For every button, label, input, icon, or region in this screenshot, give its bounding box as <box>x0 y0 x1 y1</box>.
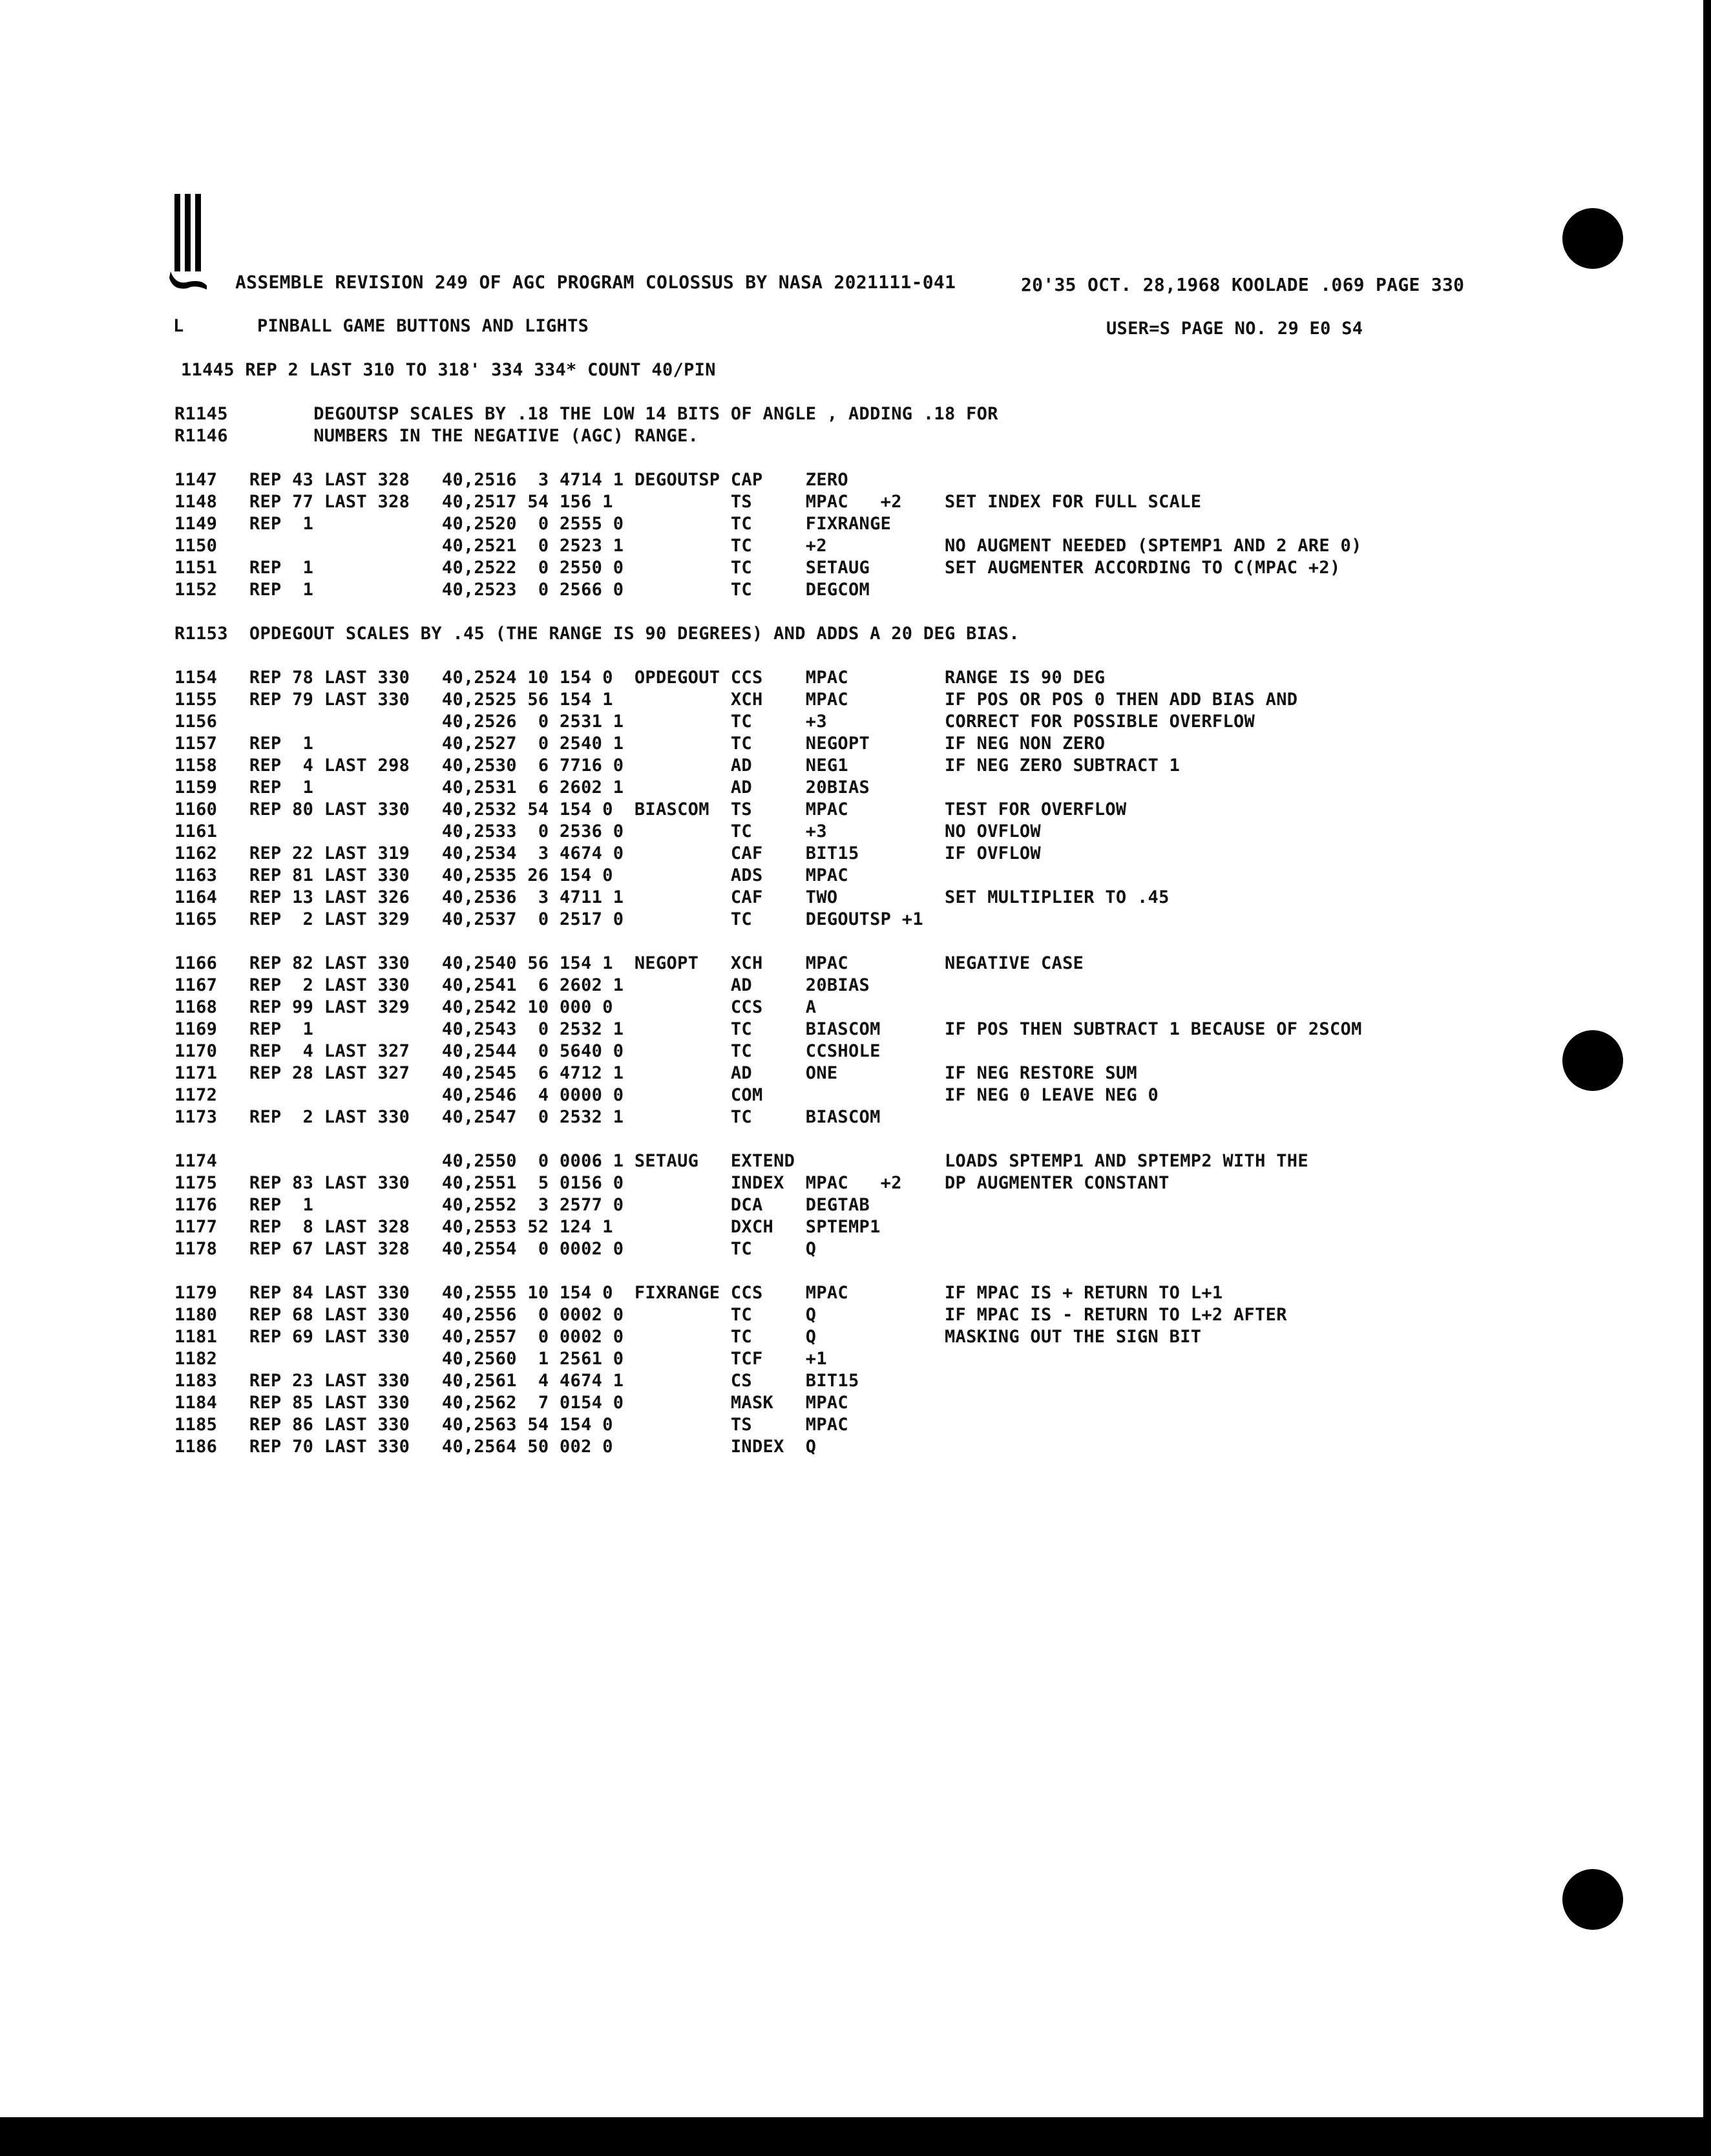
listing-line: 1156 40,2526 0 2531 1 TC +3 CORRECT FOR POSSIBLE OVERFLOW <box>174 712 1255 732</box>
listing-line: 1185 REP 86 LAST 330 40,2563 54 154 0 TS MPAC <box>174 1415 848 1435</box>
scan-border-right <box>1703 0 1711 2156</box>
scan-border-bottom <box>0 2117 1711 2156</box>
listing-line: 1148 REP 77 LAST 328 40,2517 54 156 1 TS MPAC +2 SET INDEX FOR FULL SCALE <box>174 492 1202 512</box>
listing-line: 1152 REP 1 40,2523 0 2566 0 TC DEGCOM <box>174 580 870 600</box>
punch-hole-middle <box>1562 1030 1623 1091</box>
listing-line: R1146 NUMBERS IN THE NEGATIVE (AGC) RANGE. <box>174 426 699 446</box>
listing-line: R1153 OPDEGOUT SCALES BY .45 (THE RANGE IS 90 DEGREES) AND ADDS A 20 DEG BIAS. <box>174 624 1020 644</box>
listing-line: 1160 REP 80 LAST 330 40,2532 54 154 0 BIASCOM TS MPAC TEST FOR OVERFLOW <box>174 799 1127 819</box>
listing-line: 1176 REP 1 40,2552 3 2577 0 DCA DEGTAB <box>174 1195 870 1215</box>
listing-line: 1149 REP 1 40,2520 0 2555 0 TC FIXRANGE <box>174 514 892 534</box>
listing-line: 1170 REP 4 LAST 327 40,2544 0 5640 0 TC CCSHOLE <box>174 1041 881 1061</box>
punch-hole-bottom <box>1562 1869 1623 1930</box>
listing-line: R1145 DEGOUTSP SCALES BY .18 THE LOW 14 BITS OF ANGLE , ADDING .18 FOR <box>174 404 998 424</box>
listing-line: 1163 REP 81 LAST 330 40,2535 26 154 0 ADS MPAC <box>174 865 848 885</box>
listing-line: 1166 REP 82 LAST 330 40,2540 56 154 1 NEGOPT XCH MPAC NEGATIVE CASE <box>174 953 1084 973</box>
listing-line: 1162 REP 22 LAST 319 40,2534 3 4674 0 CAF BIT15 IF OVFLOW <box>174 843 1041 863</box>
listing-line: 1158 REP 4 LAST 298 40,2530 6 7716 0 AD NEG1 IF NEG ZERO SUBTRACT 1 <box>174 756 1181 776</box>
listing-line: 1165 REP 2 LAST 329 40,2537 0 2517 0 TC DEGOUTSP +1 <box>174 909 923 929</box>
listing-line: 1171 REP 28 LAST 327 40,2545 6 4712 1 AD ONE IF NEG RESTORE SUM <box>174 1063 1137 1083</box>
listing-line: 1147 REP 43 LAST 328 40,2516 3 4714 1 DEGOUTSP CAP ZERO <box>174 470 848 490</box>
user-page-number: USER=S PAGE NO. 29 E0 S4 <box>1106 319 1363 339</box>
listing-line: 1168 REP 99 LAST 329 40,2542 10 000 0 CCS A <box>174 997 817 1017</box>
listing-line: 1184 REP 85 LAST 330 40,2562 7 0154 0 MASK MPAC <box>174 1393 848 1413</box>
listing-line: 1174 40,2550 0 0006 1 SETAUG EXTEND LOADS SPTEMP1 AND SPTEMP2 WITH THE <box>174 1151 1308 1171</box>
listing-line: 1159 REP 1 40,2531 6 2602 1 AD 20BIAS <box>174 777 870 798</box>
assembly-header: ASSEMBLE REVISION 249 OF AGC PROGRAM COLOSSUS BY NASA 2021111-041 <box>235 271 956 293</box>
listing-line: 1180 REP 68 LAST 330 40,2556 0 0002 0 TC Q IF MPAC IS - RETURN TO L+2 AFTER <box>174 1305 1287 1325</box>
listing-line: 1154 REP 78 LAST 330 40,2524 10 154 0 OPDEGOUT CCS MPAC RANGE IS 90 DEG <box>174 668 1106 688</box>
listing-line: 1186 REP 70 LAST 330 40,2564 50 002 0 INDEX Q <box>174 1437 817 1457</box>
listing-line: 1181 REP 69 LAST 330 40,2557 0 0002 0 TC Q MASKING OUT THE SIGN BIT <box>174 1327 1202 1347</box>
listing-line: 1167 REP 2 LAST 330 40,2541 6 2602 1 AD 20BIAS <box>174 975 870 995</box>
listing-line: 1183 REP 23 LAST 330 40,2561 4 4674 1 CS BIT15 <box>174 1371 859 1391</box>
listing-line: 1155 REP 79 LAST 330 40,2525 56 154 1 XCH MPAC IF POS OR POS 0 THEN ADD BIAS AND <box>174 690 1298 710</box>
listing-line: 1182 40,2560 1 2561 0 TCF +1 <box>174 1349 827 1369</box>
listing-line: 1177 REP 8 LAST 328 40,2553 52 124 1 DXCH SPTEMP1 <box>174 1217 881 1237</box>
section-letter: L <box>173 316 184 336</box>
listing-line: 1157 REP 1 40,2527 0 2540 1 TC NEGOPT IF NEG NON ZERO <box>174 734 1106 754</box>
listing-line: 1172 40,2546 4 0000 0 COM IF NEG 0 LEAVE NEG 0 <box>174 1085 1159 1105</box>
rep-count-line: 11445 REP 2 LAST 310 TO 318' 334 334* COUNT 40/PIN <box>181 360 716 380</box>
page-marker-icon <box>169 194 208 291</box>
listing-line: 1164 REP 13 LAST 326 40,2536 3 4711 1 CAF TWO SET MULTIPLIER TO .45 <box>174 887 1170 907</box>
punch-hole-top <box>1562 208 1623 269</box>
listing-line: 1169 REP 1 40,2543 0 2532 1 TC BIASCOM IF POS THEN SUBTRACT 1 BECAUSE OF 2SCOM <box>174 1019 1362 1039</box>
listing-line: 1161 40,2533 0 2536 0 TC +3 NO OVFLOW <box>174 821 1041 841</box>
listing-line: 1150 40,2521 0 2523 1 TC +2 NO AUGMENT NEEDED (SPTEMP1 AND 2 ARE 0) <box>174 536 1362 556</box>
listing-line: 1178 REP 67 LAST 328 40,2554 0 0002 0 TC Q <box>174 1239 817 1259</box>
section-title: PINBALL GAME BUTTONS AND LIGHTS <box>257 316 589 336</box>
listing-line: 1151 REP 1 40,2522 0 2550 0 TC SETAUG SET AUGMENTER ACCORDING TO C(MPAC +2) <box>174 558 1341 578</box>
listing-line: 1175 REP 83 LAST 330 40,2551 5 0156 0 INDEX MPAC +2 DP AUGMENTER CONSTANT <box>174 1173 1170 1193</box>
date-page-header: 20'35 OCT. 28,1968 KOOLADE .069 PAGE 330 <box>1021 274 1465 295</box>
listing-line: 1173 REP 2 LAST 330 40,2547 0 2532 1 TC BIASCOM <box>174 1107 881 1127</box>
listing-line: 1179 REP 84 LAST 330 40,2555 10 154 0 FIXRANGE CCS MPAC IF MPAC IS + RETURN TO L+1 <box>174 1283 1223 1303</box>
